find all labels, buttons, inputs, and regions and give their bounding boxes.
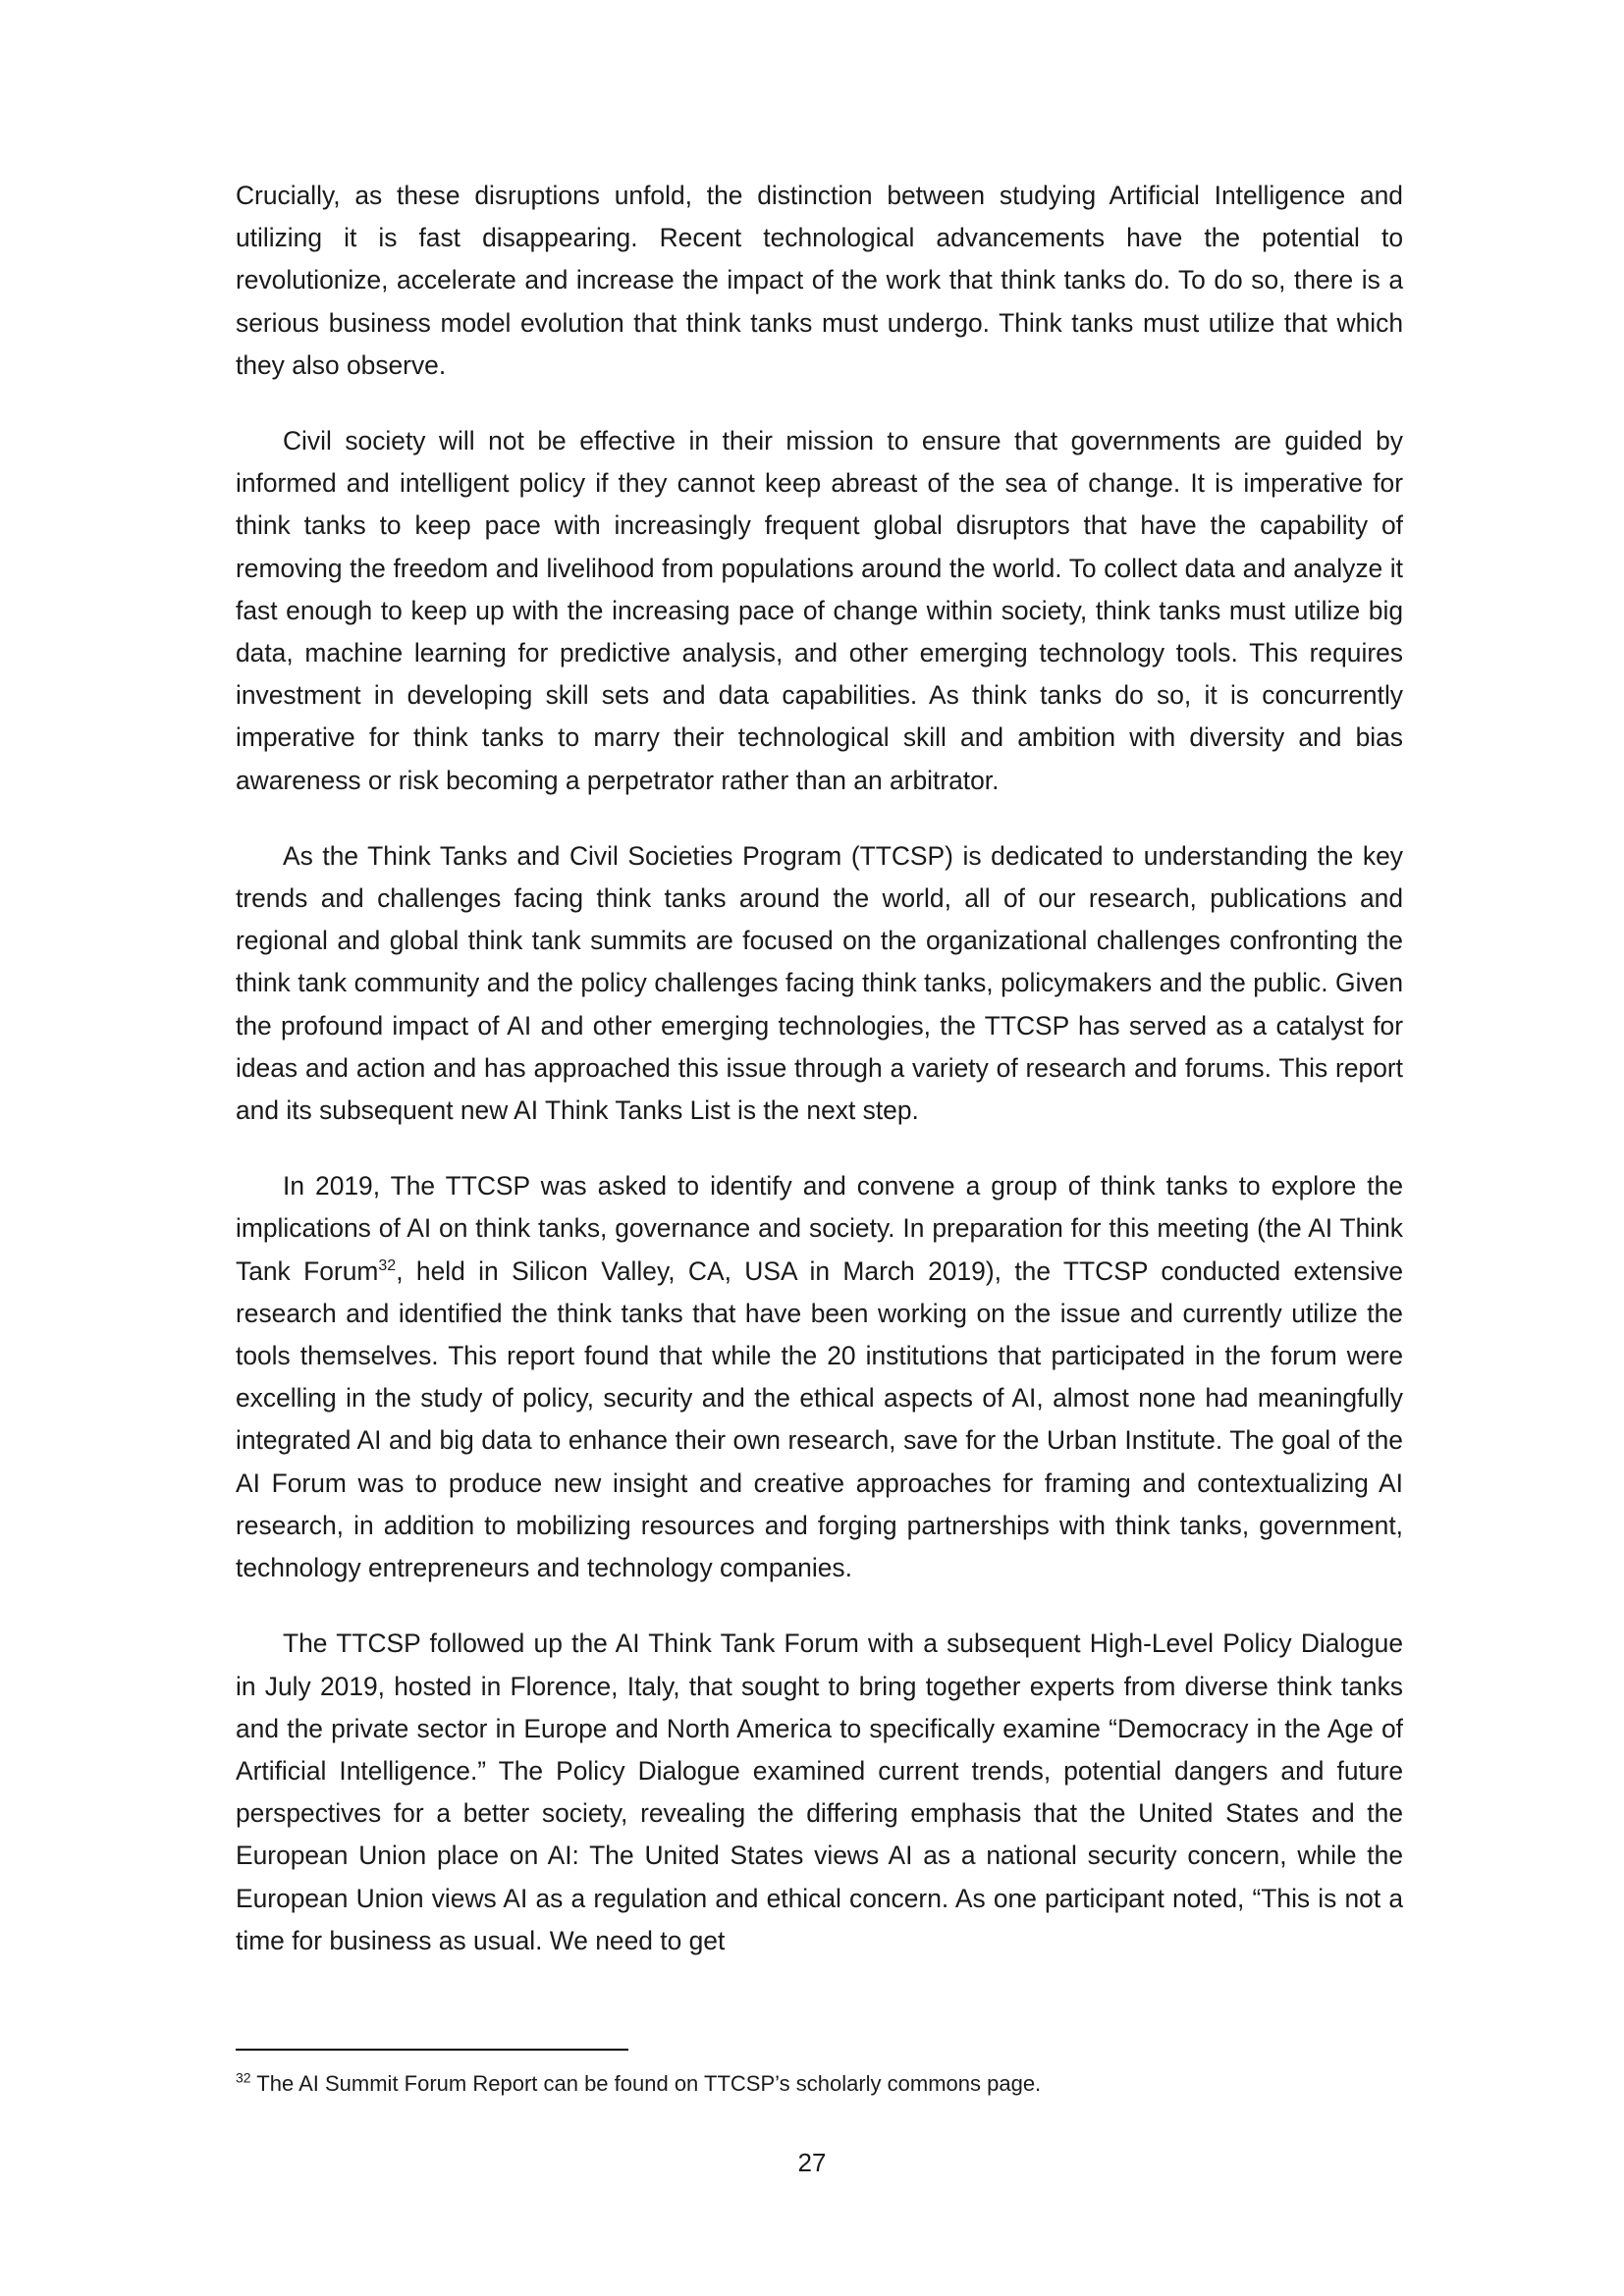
paragraph-2: Civil society will not be effective in their mission to ensure that governments are guided by informed and intelligent policy if they cannot keep abreast of the sea of change. It is imperative for think tanks to keep pace with increasingly frequent global disruptors that have the capability of removing the freedom and livelihood from populations around the world. To collect data and analyze it fast enough to keep up with the increasing pace of change within society, think tanks must utilize big data, machine learning for predictive analysis, and other emerging technology tools. This requires investment in developing skill sets and data capabilities. As think tanks do so, it is concurrently imperative for think tanks to marry their technological skill and ambition with diversity and bias awareness or risk becoming a perpetrator rather than an arbitrator. (236, 426, 1403, 795)
paragraph-1: Crucially, as these disruptions unfold, the distinction between studying Artificial Intelligence and utilizing it is fast disappearing. Recent technological advancements have the potential to revolutionize, accelerate and increase the impact of the work that think tanks do. To do so, there is a serious business model evolution that think tanks must undergo. Think tanks must utilize that which they also observe. (236, 181, 1403, 380)
page-number: 27 (797, 2148, 827, 2177)
footnote (236, 2069, 1403, 2099)
paragraph-4-text-a: In 2019, The TTCSP was asked to identify and convene a group of think tanks to explore the implications of AI on think tanks, governance and society. In preparation for this meeting (the AI Think Tank Forum (236, 1171, 1403, 1286)
paragraph-4-text-b: , held in Silicon Valley, CA, USA in March 2019), the TTCSP conducted extensive research and identified the think tanks that have been working on the issue and currently utilize the tools themselves. This report found that while the 20 institutions that participated in the forum were excelling in the study of policy, security and the ethical aspects of AI, almost none had meaningfully integrated AI and big data to enhance their own research, save for the Urban Institute. The goal of the AI Forum was to produce new insight and creative approaches for framing and contextualizing AI research, in addition to mobilizing resources and forging partnerships with think tanks, government, technology entrepreneurs and technology companies. (236, 1255, 1404, 1583)
paragraph-4 (236, 1165, 1403, 1589)
footnote-reference[interactable]: 32 (378, 1256, 397, 1274)
footnote-divider (236, 2049, 628, 2051)
document-body (236, 175, 1403, 1996)
footnote-text: The AI Summit Forum Report can be found on TTCSP’s scholarly commons page. (250, 2071, 1042, 2096)
footnote-marker: 32 (236, 2069, 251, 2086)
paragraph-5: The TTCSP followed up the AI Think Tank Forum with a subsequent High-Level Policy Dialogue in July 2019, hosted in Florence, Italy, that sought to bring together experts from diverse think tanks and the private sector in Europe and North America to specifically examine “Democracy in the Age of Artificial Intelligence.” The Policy Dialogue examined current trends, potential dangers and future perspectives for a better society, revealing the differing emphasis that the United States and the European Union place on AI: The United States views AI as a national security concern, while the European Union views AI as a regulation and ethical concern. As one participant noted, “This is not a time for business as usual. We need to get (236, 1629, 1403, 1955)
paragraph-3: As the Think Tanks and Civil Societies Program (TTCSP) is dedicated to understanding the key trends and challenges facing think tanks around the world, all of our research, publications and regional and global think tank summits are focused on the organizational challenges confronting the think tank community and the policy challenges facing think tanks, policymakers and the public. Given the profound impact of AI and other emerging technologies, the TTCSP has served as a catalyst for ideas and action and has approached this issue through a variety of research and forums. This report and its subsequent new AI Think Tanks List is the next step. (236, 840, 1403, 1126)
